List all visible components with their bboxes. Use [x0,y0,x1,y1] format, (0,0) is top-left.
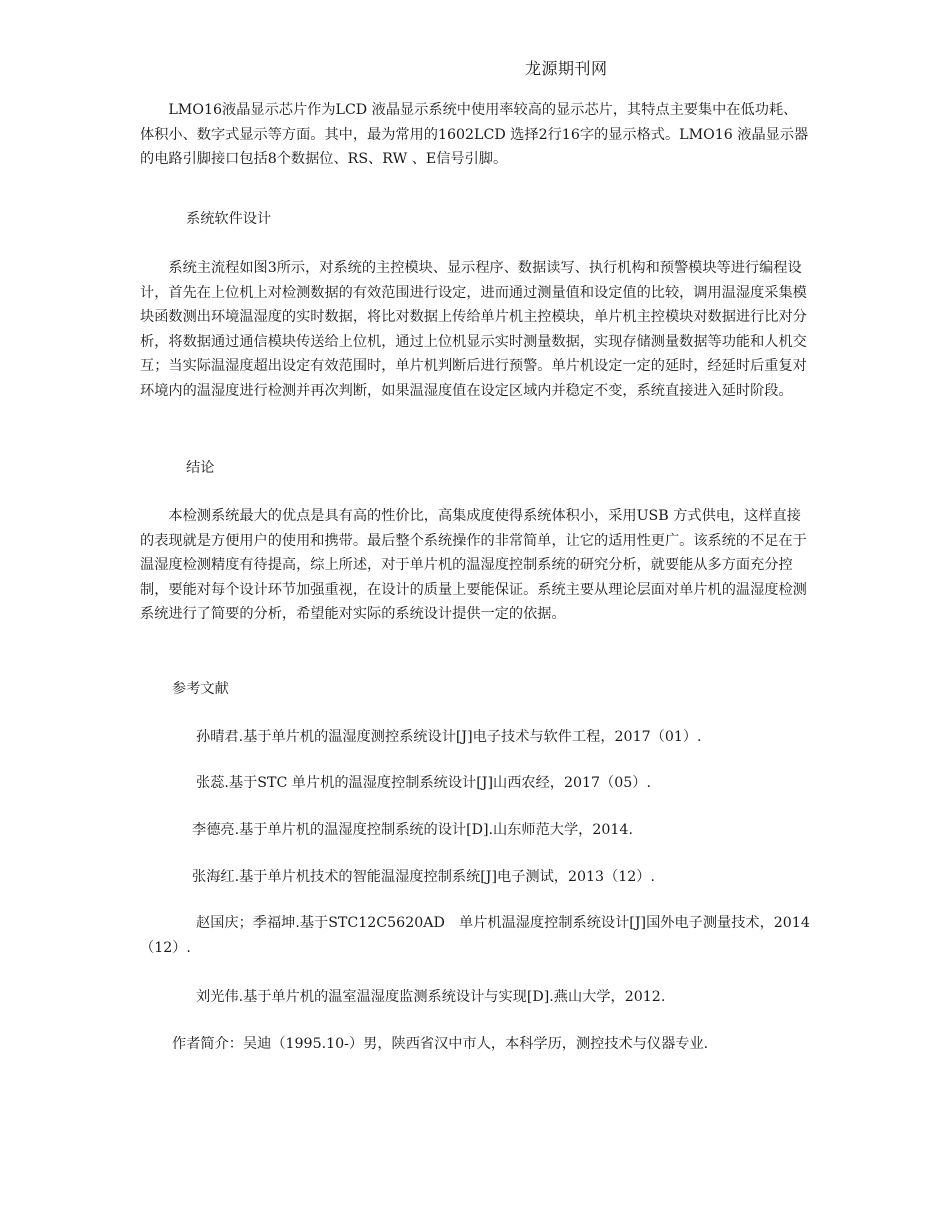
reference-item: 孙晴君.基于单片机的温湿度测控系统设计[J]电子技术与软件工程，2017（01）. [196,729,702,745]
lcd-paragraph: LMO16液晶显示芯片作为LCD 液晶显示系统中使用率较高的显示芯片，其特点主要集中在低功耗、体积小、数字式显示等方面。其中，最为常用的1602LCD 选择2行16字的显示格式。LMO16 液晶显示器的电路引脚接口包括8个数据位、RS、RW 、E信号引脚。 [140,102,809,167]
journal-site-name: 龙源期刊网 [525,59,608,78]
reference-item: 李德亮.基于单片机的温湿度控制系统的设计[D].山东师范大学，2014. [192,822,633,838]
author-bio: 作者简介：吴迪（1995.10-）男，陕西省汉中市人，本科学历，测控技术与仪器专业. [172,1036,709,1052]
reference-item: 赵国庆；季福坤.基于STC12C5620AD 单片机温湿度控制系统设计[J]国外电子测量技术，2014（12）. [140,915,810,956]
reference-item: 张蕊.基于STC 单片机的温湿度控制系统设计[J]山西农经，2017（05）. [196,775,651,791]
conclusion-paragraph: 本检测系统最大的优点是具有高的性价比，高集成度使得系统体积小，采用USB 方式供电，这样直接的表现就是方便用户的使用和携带。最后整个系统操作的非常简单，让它的适用性更广。该系统的不足在于温湿度检测精度有待提高，综上所述，对于单片机的温湿度控制系统的研究分析，就要能从多方面充分控制，要能对每个设计环节加强重视，在设计的质量上要能保证。系统主要从理论层面对单片机的温湿度检测系统进行了简要的分析，希望能对实际的系统设计提供一定的依据。 [140,508,807,622]
software-paragraph: 系统主流程如图3所示，对系统的主控模块、显示程序、数据读写、执行机构和预警模块等进行编程设计，首先在上位机上对检测数据的有效范围进行设定，进而通过测量值和设定值的比较，调用温湿度采集模块函数测出环境温湿度的实时数据，将比对数据上传给单片机主控模块，单片机主控模块对数据进行比对分析，将数据通过通信模块传送给上位机，通过上位机显示实时测量数据，实现存储测量数据等功能和人机交互；当实际温湿度超出设定有效范围时，单片机判断后进行预警。单片机设定一定的延时，经延时后重复对环境内的温湿度进行检测并再次判断，如果温湿度值在设定区域内并稳定不变，系统直接进入延时阶段。 [140,260,807,399]
reference-item: 张海红.基于单片机技术的智能温湿度控制系统[J]电子测试，2013（12）. [192,869,656,885]
section-heading-references: 参考文献 [172,681,229,697]
reference-item: 刘光伟.基于单片机的温室温湿度监测系统设计与实现[D].燕山大学，2012. [196,989,666,1005]
section-heading-software: 系统软件设计 [186,211,272,227]
section-heading-conclusion: 结论 [186,460,215,476]
